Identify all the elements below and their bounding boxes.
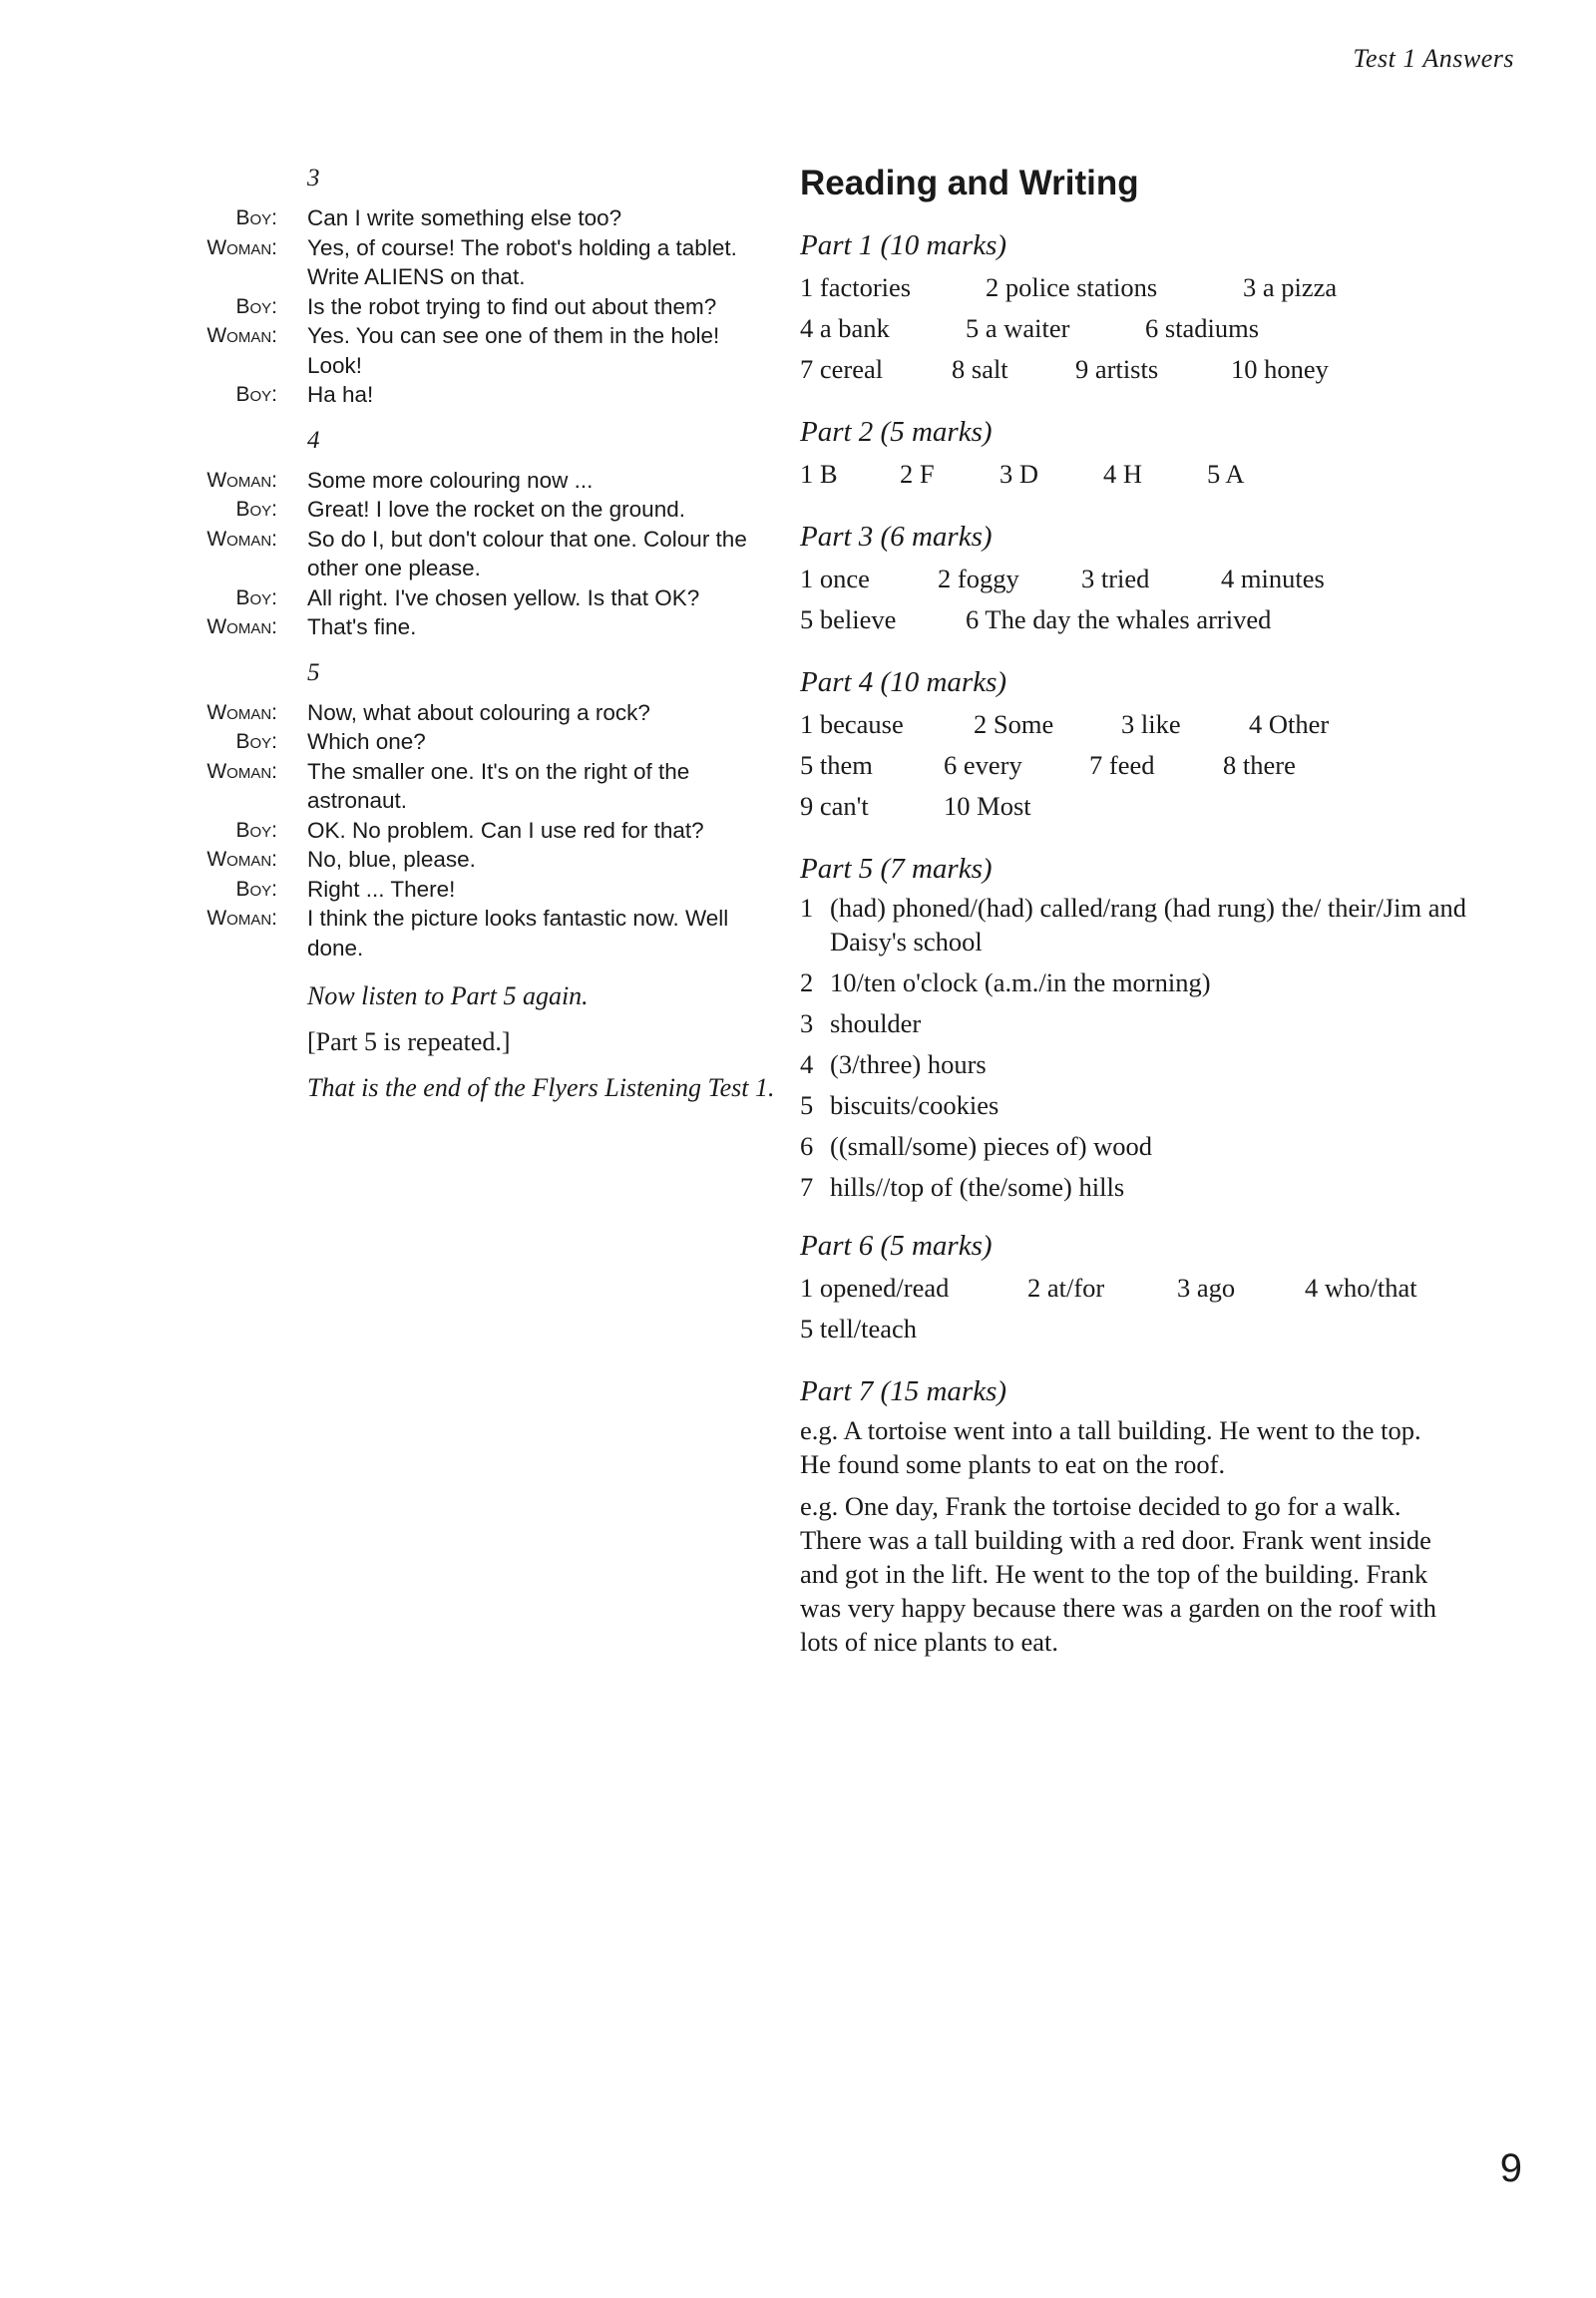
answer: 4 Other [1249,709,1330,739]
speaker: Boy: [235,383,277,406]
item-number: 4 [800,1049,814,1079]
answer: 2 at/for [1027,1273,1105,1303]
item-number: 7 [800,1172,814,1202]
answer: 2 Some [974,709,1054,739]
listen-again-instruction: Now listen to Part 5 again. [307,981,589,1010]
dialogue-line [160,698,798,728]
part-5 [800,849,1498,1204]
part-4 [800,662,1498,827]
answer: 4 a bank [800,313,890,343]
answer: 6 The day the whales arrived [966,604,1272,634]
answer: 3 D [999,459,1039,489]
part-7 [800,1371,1498,1659]
answer: 9 can't [800,791,869,821]
answer: 1 factories [800,272,912,302]
answer: 4 H [1103,459,1143,489]
part-heading: Part 1 (10 marks) [800,229,1007,261]
answer-row [800,308,1498,349]
answer: 7 cereal [800,354,884,384]
speech: I think the picture looks fantastic now. Well done. [307,906,729,960]
speech: So do I, but don't colour that one. Colour the other one please. [307,526,747,580]
speaker: Woman: [206,527,277,551]
item-text: biscuits/cookies [830,1090,999,1120]
answer: 1 because [800,709,904,739]
answer-row [800,599,1498,640]
block-number: 5 [307,658,320,686]
answer-row [800,745,1498,786]
answer: 10 honey [1231,354,1329,384]
speaker: Boy: [235,585,277,609]
dialogue-line [160,875,798,905]
answer: 9 artists [1075,354,1159,384]
speaker: Boy: [235,206,277,229]
speech: That's fine. [307,614,417,639]
item-number: 3 [800,1008,814,1038]
part-2 [800,412,1498,495]
answer-row [800,267,1498,308]
part-heading: Part 7 (15 marks) [800,1375,1007,1407]
speaker: Woman: [206,324,277,347]
answer: 5 believe [800,604,897,634]
answer: 2 foggy [938,564,1019,593]
answer-row [800,1268,1498,1309]
answer-row [800,454,1498,495]
answer: 4 minutes [1221,564,1325,593]
dialogue-line [160,203,798,233]
speaker: Woman: [206,759,277,783]
answer: 6 stadiums [1145,313,1260,343]
speaker: Woman: [206,907,277,930]
dialogue-line [160,845,798,875]
item-text: (3/three) hours [830,1049,987,1079]
speaker: Woman: [206,468,277,492]
answer-row [800,786,1498,827]
repeated-note: [Part 5 is repeated.] [307,1027,511,1056]
answer: 7 feed [1089,750,1155,780]
dialogue-line [160,321,798,380]
answer: 3 ago [1177,1273,1236,1303]
speech: Some more colouring now ... [307,467,594,493]
answer-row [800,559,1498,599]
part-1 [800,225,1498,390]
list-item [800,1047,1498,1081]
item-number: 5 [800,1090,814,1120]
speaker: Boy: [235,730,277,753]
part-heading: Part 6 (5 marks) [800,1230,993,1262]
item-text: hills//top of (the/some) hills [830,1172,1125,1202]
transcript-block-5 [160,658,798,963]
dialogue-line [160,292,798,322]
answer-row [800,704,1498,745]
speech: Yes, of course! The robot's holding a tablet. Write ALIENS on that. [307,234,737,289]
speech: Can I write something else too? [307,205,622,230]
speaker: Boy: [235,877,277,901]
speech: All right. I've chosen yellow. Is that OK? [307,584,700,610]
listening-transcript [160,164,798,1116]
answer: 3 a pizza [1243,272,1338,302]
answer: 1 once [800,564,870,593]
list-item [800,1088,1498,1122]
dialogue-line [160,612,798,642]
list-item [800,1129,1498,1163]
dialogue-line [160,757,798,816]
speech: Ha ha! [307,382,374,407]
speech: OK. No problem. Can I use red for that? [307,817,704,843]
speech: The smaller one. It's on the right of the astronaut. [307,758,690,813]
transcript-outro [160,978,798,1106]
answer: 8 there [1223,750,1296,780]
part-heading: Part 5 (7 marks) [800,853,993,885]
speaker: Boy: [235,818,277,842]
example-answer: e.g. One day, Frank the tortoise decided to go for a walk. There was a tall building with a red door. Frank went inside and got in the lift. He went to the top of the building. Frank was very happy because there was a garden on the roof with lots of nice plants to eat. [800,1491,1436,1657]
item-text: shoulder [830,1008,922,1038]
section-title: Reading and Writing [800,164,1139,202]
part-6 [800,1226,1498,1349]
transcript-block-3 [160,164,798,410]
answer: 5 them [800,750,873,780]
answer: 3 like [1121,709,1181,739]
item-number: 6 [800,1131,814,1161]
block-number: 3 [307,165,320,192]
speaker: Woman: [206,235,277,259]
speech: Right ... There! [307,876,456,902]
part-heading: Part 3 (6 marks) [800,521,993,553]
part-heading: Part 2 (5 marks) [800,416,993,448]
reading-writing-answers [800,164,1498,1681]
speaker: Woman: [206,848,277,871]
dialogue-line [160,495,798,525]
answer: 1 B [800,459,838,489]
list-item [800,1006,1498,1040]
answer: 3 tried [1081,564,1150,593]
item-text: ((small/some) pieces of) wood [830,1131,1153,1161]
speech: Is the robot trying to find out about them? [307,293,717,319]
dialogue-line [160,583,798,613]
dialogue-line [160,904,798,962]
part-heading: Part 4 (10 marks) [800,666,1007,698]
answer: 5 a waiter [966,313,1070,343]
speaker: Woman: [206,615,277,638]
speech: Which one? [307,729,426,754]
dialogue-line [160,525,798,583]
speech: Yes. You can see one of them in the hole! Look! [307,323,720,378]
answer: 10 Most [944,791,1031,821]
answer: 5 tell/teach [800,1314,917,1343]
transcript-block-4 [160,426,798,642]
answer-list [800,891,1498,1204]
answer: 4 who/that [1305,1273,1417,1303]
dialogue-line [160,380,798,410]
part-3 [800,517,1498,640]
page-number: 9 [1499,2146,1522,2190]
dialogue-line [160,466,798,496]
speech: Great! I love the rocket on the ground. [307,497,685,522]
answer-row [800,1309,1498,1349]
block-number: 4 [307,426,320,454]
end-of-test-note: That is the end of the Flyers Listening Test 1. [307,1073,775,1102]
dialogue-line [160,233,798,292]
item-text: (had) phoned/(had) called/rang (had rung) the/ their/Jim and Daisy's school [830,893,1466,957]
item-number: 1 [800,893,814,923]
list-item [800,965,1498,999]
speaker: Woman: [206,700,277,724]
speech: No, blue, please. [307,847,476,872]
speech: Now, what about colouring a rock? [307,699,650,725]
speaker: Boy: [235,498,277,521]
answer-row [800,349,1498,390]
answer: 8 salt [952,354,1008,384]
dialogue-line [160,816,798,846]
answer: 1 opened/read [800,1273,950,1303]
answer: 2 F [900,459,935,489]
answer: 6 every [944,750,1022,780]
running-header: Test 1 Answers [1353,44,1514,73]
answer: 5 A [1207,459,1245,489]
item-number: 2 [800,967,814,997]
list-item [800,1170,1498,1204]
item-text: 10/ten o'clock (a.m./in the morning) [830,967,1211,997]
list-item [800,891,1498,958]
example-answer: e.g. A tortoise went into a tall building. He went to the top. He found some plants to eat on the roof. [800,1415,1421,1479]
answer: 2 police stations [986,272,1158,302]
dialogue-line [160,727,798,757]
speaker: Boy: [235,294,277,318]
